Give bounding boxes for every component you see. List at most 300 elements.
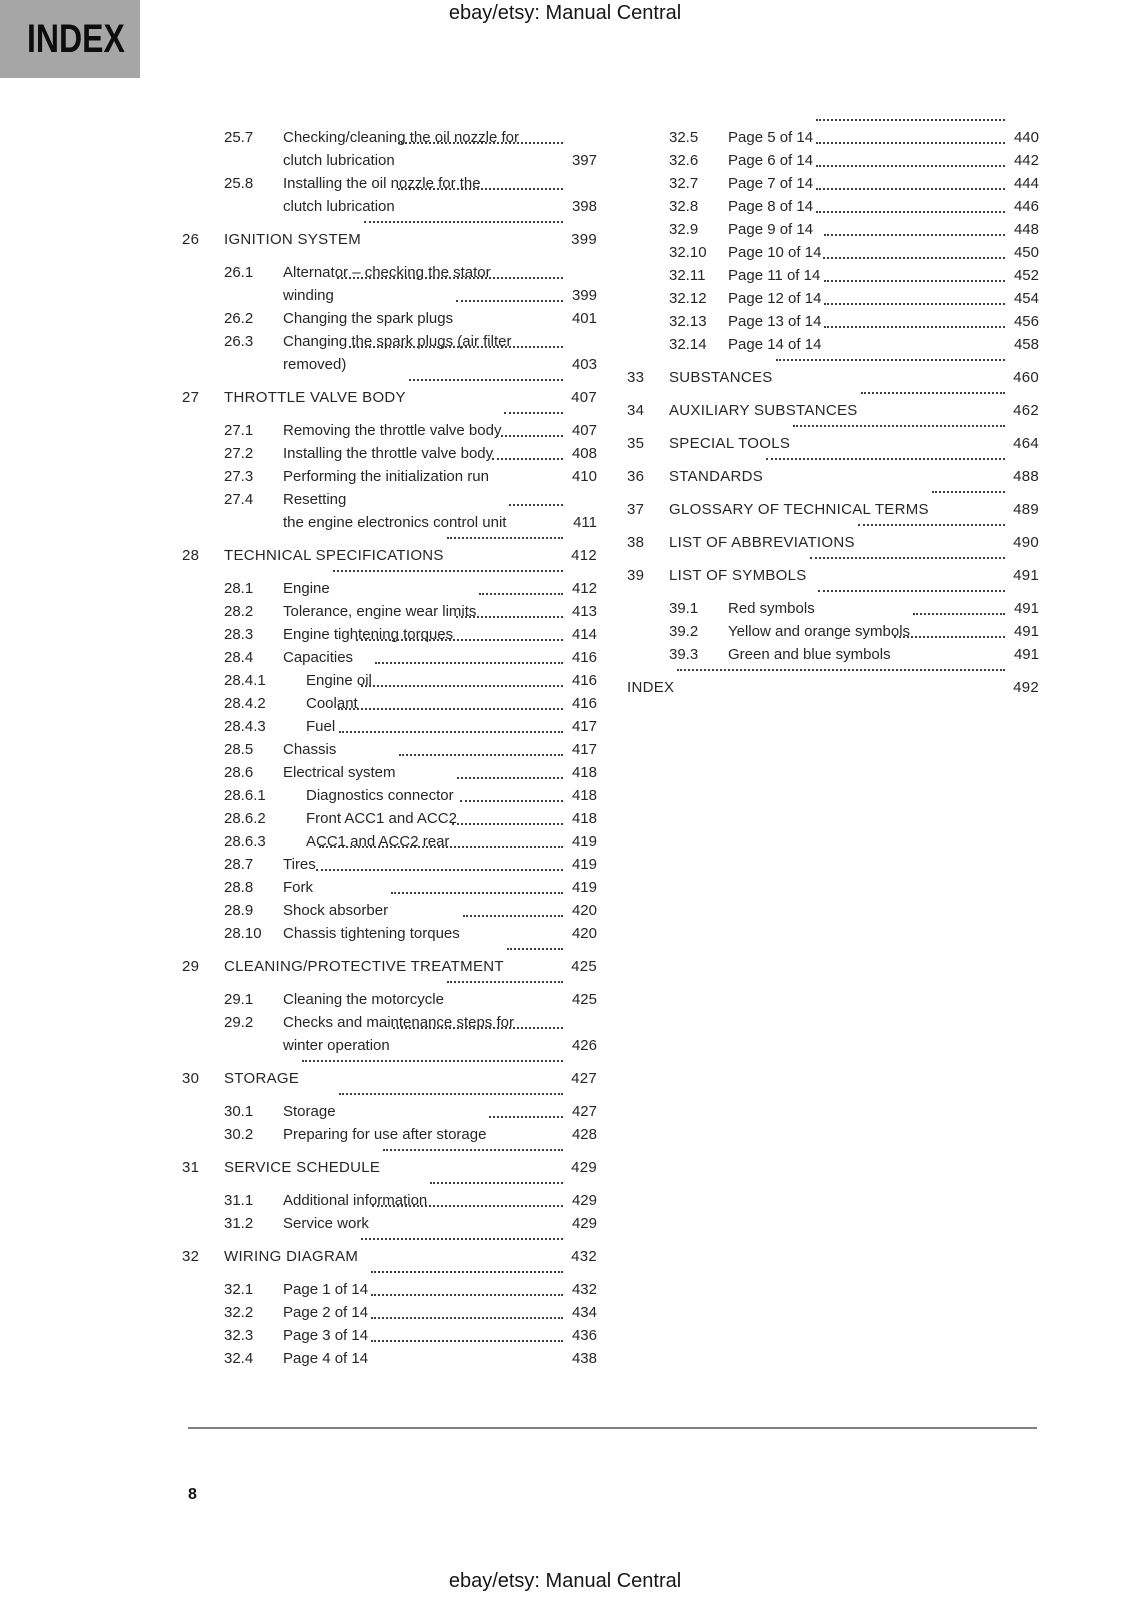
toc-entry-body xyxy=(669,399,1039,422)
toc-entry-number: 26.1 xyxy=(224,264,254,281)
toc-entry-body xyxy=(728,149,1039,172)
toc-entry-lastline xyxy=(306,692,597,715)
toc-entry xyxy=(182,1245,597,1268)
toc-entry-number: 32.5 xyxy=(669,129,699,146)
toc-entry-lastline xyxy=(283,1034,597,1057)
toc-entry-text: Performing the initialization run xyxy=(283,468,489,485)
toc-entry-lastline xyxy=(728,643,1039,666)
toc-entry xyxy=(627,241,1039,264)
page-number: 8 xyxy=(188,1486,197,1503)
toc-entry-page: 419 xyxy=(571,833,597,850)
toc-entry-text: Engine xyxy=(283,580,330,597)
toc-entry xyxy=(182,1100,597,1123)
toc-entry-text: Storage xyxy=(283,1103,336,1120)
toc-entry-lastline xyxy=(224,1156,597,1179)
toc-entry xyxy=(627,310,1039,333)
toc-entry xyxy=(627,498,1039,521)
toc-entry-text: Page 12 of 14 xyxy=(728,290,822,307)
toc-entry-lastline xyxy=(224,1245,597,1268)
footer-title: ebay/etsy: Manual Central xyxy=(448,1570,682,1592)
toc-entry xyxy=(182,807,597,830)
toc-entry-lastline xyxy=(224,955,597,978)
toc-entry-number: 39.1 xyxy=(669,600,699,617)
toc-entry-page: 428 xyxy=(571,1126,597,1143)
toc-entry-page: 427 xyxy=(571,1103,597,1120)
toc-entry-lastline xyxy=(627,676,1039,699)
toc-entry-text: CLEANING/PROTECTIVE TREATMENT xyxy=(224,958,504,975)
toc-entry-page: 416 xyxy=(571,695,597,712)
toc-entry-page: 420 xyxy=(571,902,597,919)
toc-entry-number: 28.1 xyxy=(224,580,254,597)
toc-entry-text: SERVICE SCHEDULE xyxy=(224,1159,381,1176)
toc-entry-page: 427 xyxy=(571,1070,597,1087)
toc-entry xyxy=(182,577,597,600)
toc-entry xyxy=(182,1324,597,1347)
toc-entry-lastline xyxy=(728,195,1039,218)
toc-entry-body xyxy=(283,600,597,623)
toc-entry-number: 27.4 xyxy=(224,491,254,508)
toc-entry-number: 32.1 xyxy=(224,1281,254,1298)
toc-entry-number: 32.4 xyxy=(224,1350,254,1367)
toc-entry-number: 32.12 xyxy=(669,290,707,307)
toc-entry xyxy=(182,1347,597,1370)
toc-entry xyxy=(627,195,1039,218)
toc-entry-number: 32.11 xyxy=(669,267,706,284)
toc-entry-page: 429 xyxy=(571,1192,597,1209)
toc-entry-page: 432 xyxy=(571,1281,597,1298)
toc-entry-text: clutch lubrication xyxy=(283,152,395,169)
toc-entry-body xyxy=(728,218,1039,241)
toc-entry xyxy=(182,544,597,567)
toc-entry-number: 27.3 xyxy=(224,468,254,485)
toc-entry-number: 32.10 xyxy=(669,244,707,261)
toc-entry-lastline xyxy=(728,126,1039,149)
toc-entry-text: Page 14 of 14 xyxy=(728,336,822,353)
toc-entry-page: 489 xyxy=(1013,501,1039,518)
toc-entry-body xyxy=(283,1011,597,1057)
toc-entry-text: Preparing for use after storage xyxy=(283,1126,487,1143)
toc-entry-body xyxy=(224,544,597,567)
toc-entry-number: 27.2 xyxy=(224,445,254,462)
toc-entry xyxy=(182,853,597,876)
toc-entry-text: Service work xyxy=(283,1215,369,1232)
toc-entry xyxy=(182,1189,597,1212)
toc-entry-lastline xyxy=(728,310,1039,333)
toc-entry-text: Page 13 of 14 xyxy=(728,313,822,330)
toc-entry-page: 488 xyxy=(1013,468,1039,485)
toc-entry-lastline xyxy=(224,228,597,251)
toc-entry-lastline xyxy=(283,646,597,669)
toc-entry-body xyxy=(283,577,597,600)
toc-entry xyxy=(627,126,1039,149)
toc-entry-lastline xyxy=(283,284,597,307)
toc-entry-body xyxy=(306,715,597,738)
toc-entry-body xyxy=(669,531,1039,554)
toc-entry-body xyxy=(669,465,1039,488)
toc-entry-body xyxy=(669,498,1039,521)
toc-entry-body xyxy=(669,564,1039,587)
toc-entry-body xyxy=(283,1278,597,1301)
toc-entry-number: 28.3 xyxy=(224,626,254,643)
toc-entry-lastline xyxy=(728,620,1039,643)
toc-entry-body xyxy=(627,676,1039,699)
toc-entry-lastline xyxy=(669,564,1039,587)
toc-entry xyxy=(182,761,597,784)
toc-entry xyxy=(627,264,1039,287)
toc-entry-text: LIST OF ABBREVIATIONS xyxy=(669,534,855,551)
toc-entry-number: 32 xyxy=(182,1248,200,1265)
toc-entry xyxy=(627,399,1039,422)
toc-entry xyxy=(182,738,597,761)
toc-entry-number: 31.1 xyxy=(224,1192,254,1209)
toc-entry-page: 491 xyxy=(1013,646,1039,663)
toc-entry-page: 429 xyxy=(571,1215,597,1232)
toc-entry-page: 412 xyxy=(571,547,597,564)
toc-entry-page: 411 xyxy=(573,514,597,531)
toc-entry-body xyxy=(669,366,1039,389)
toc-entry-page: 491 xyxy=(1013,600,1039,617)
toc-entry-number: 28.4.3 xyxy=(224,718,266,735)
toc-entry-body xyxy=(283,738,597,761)
toc-entry-body xyxy=(283,1324,597,1347)
toc-entry xyxy=(627,366,1039,389)
toc-entry-lastline xyxy=(283,149,597,172)
toc-entry-number: 28.6 xyxy=(224,764,254,781)
toc-entry-page: 492 xyxy=(1013,679,1039,696)
toc-entry xyxy=(627,465,1039,488)
toc-entry-text: Removing the throttle valve body xyxy=(283,422,502,439)
toc-entry xyxy=(182,876,597,899)
toc-entry xyxy=(627,676,1039,699)
toc-entry-number: 27 xyxy=(182,389,200,406)
toc-entry-body xyxy=(283,623,597,646)
toc-entry-page: 410 xyxy=(571,468,597,485)
toc-entry-lastline xyxy=(728,597,1039,620)
toc-entry-body xyxy=(728,333,1039,356)
toc-entry-page: 426 xyxy=(571,1037,597,1054)
toc-entry-page: 434 xyxy=(571,1304,597,1321)
toc-entry xyxy=(182,646,597,669)
toc-entry-text: Page 10 of 14 xyxy=(728,244,822,261)
toc-entry-body xyxy=(224,1245,597,1268)
toc-entry-lastline xyxy=(283,922,597,945)
toc-entry-number: 28.4.1 xyxy=(224,672,266,689)
toc-entry-number: 25.8 xyxy=(224,175,254,192)
toc-entry xyxy=(627,643,1039,666)
toc-entry-text: ACC1 and ACC2 rear xyxy=(306,833,450,850)
toc-entry-number: 27.1 xyxy=(224,422,254,439)
toc-entry-lastline xyxy=(306,715,597,738)
toc-entry xyxy=(182,669,597,692)
toc-entry-page: 458 xyxy=(1013,336,1039,353)
toc-entry-body xyxy=(283,307,597,330)
toc-entry-body xyxy=(283,646,597,669)
toc-entry-page: 438 xyxy=(571,1350,597,1367)
toc-entry-body xyxy=(283,172,597,218)
toc-entry-lastline xyxy=(283,577,597,600)
toc-entry-page: 491 xyxy=(1013,567,1039,584)
toc-entry-body xyxy=(224,955,597,978)
toc-entry xyxy=(182,899,597,922)
toc-entry-body xyxy=(306,830,597,853)
toc-entry xyxy=(627,597,1039,620)
toc-entry-text: Page 11 of 14 xyxy=(728,267,821,284)
toc xyxy=(182,126,1039,1370)
toc-entry-text: Diagnostics connector xyxy=(306,787,454,804)
toc-entry-number: 28.10 xyxy=(224,925,262,942)
toc-entry-page: 460 xyxy=(1013,369,1039,386)
toc-entry-body xyxy=(283,1123,597,1146)
toc-entry-number: 35 xyxy=(627,435,645,452)
index-tab-label: INDEX xyxy=(27,17,125,61)
toc-entry-lastline xyxy=(669,531,1039,554)
toc-entry-body xyxy=(224,1067,597,1090)
toc-entry-lastline xyxy=(283,1123,597,1146)
toc-entry-text: Checking/cleaning the oil nozzle for xyxy=(283,129,519,146)
toc-entry-body xyxy=(283,488,597,534)
toc-entry-text: TECHNICAL SPECIFICATIONS xyxy=(224,547,444,564)
toc-entry-lastline xyxy=(283,442,597,465)
toc-entry-page: 398 xyxy=(571,198,597,215)
toc-entry-text: Page 5 of 14 xyxy=(728,129,814,146)
toc-entry-body xyxy=(283,1301,597,1324)
toc-entry-lastline xyxy=(283,1212,597,1235)
toc-entry-page: 401 xyxy=(571,310,597,327)
toc-entry-page: 407 xyxy=(571,422,597,439)
toc-entry-text: Page 6 of 14 xyxy=(728,152,814,169)
toc-entry-lastline xyxy=(669,498,1039,521)
toc-entry-number: 28.6.1 xyxy=(224,787,266,804)
toc-entry-body xyxy=(728,195,1039,218)
toc-entry-page: 491 xyxy=(1013,623,1039,640)
toc-entry-number: 32.8 xyxy=(669,198,699,215)
toc-entry-page: 432 xyxy=(571,1248,597,1265)
toc-entry-text: Page 7 of 14 xyxy=(728,175,814,192)
toc-entry-lastline xyxy=(283,1189,597,1212)
toc-entry xyxy=(182,1156,597,1179)
toc-entry-text: SPECIAL TOOLS xyxy=(669,435,791,452)
toc-entry-number: 32.9 xyxy=(669,221,699,238)
toc-entry-number: 36 xyxy=(627,468,645,485)
toc-entry xyxy=(182,228,597,251)
toc-entry-page: 418 xyxy=(571,764,597,781)
toc-entry-number: 28.4 xyxy=(224,649,254,666)
toc-entry-text: STORAGE xyxy=(224,1070,300,1087)
toc-entry-number: 28 xyxy=(182,547,200,564)
toc-entry-page: 452 xyxy=(1013,267,1039,284)
toc-entry xyxy=(182,488,597,534)
toc-entry-lastline xyxy=(283,600,597,623)
toc-entry-page: 399 xyxy=(571,231,597,248)
toc-entry-text: Installing the oil nozzle for the xyxy=(283,175,481,192)
toc-entry xyxy=(627,432,1039,455)
toc-entry-body xyxy=(728,287,1039,310)
toc-entry-lastline xyxy=(669,366,1039,389)
toc-entry-number: 39.2 xyxy=(669,623,699,640)
toc-entry-number: 33 xyxy=(627,369,645,386)
toc-entry-body xyxy=(306,807,597,830)
toc-entry-text: Alternator – checking the stator xyxy=(283,264,491,281)
toc-entry xyxy=(182,419,597,442)
toc-entry-lastline xyxy=(728,287,1039,310)
toc-entry-lastline xyxy=(669,465,1039,488)
toc-entry-number: 32.6 xyxy=(669,152,699,169)
toc-entry xyxy=(182,715,597,738)
toc-entry-number: 26 xyxy=(182,231,200,248)
toc-entry xyxy=(182,1011,597,1057)
toc-entry-page: 454 xyxy=(1013,290,1039,307)
toc-entry-number: 38 xyxy=(627,534,645,551)
toc-entry-text: Chassis tightening torques xyxy=(283,925,460,942)
toc-entry xyxy=(627,531,1039,554)
toc-entry-body xyxy=(728,264,1039,287)
toc-entry-page: 418 xyxy=(571,787,597,804)
toc-entry xyxy=(182,307,597,330)
toc-entry-text: Electrical system xyxy=(283,764,396,781)
toc-entry xyxy=(627,620,1039,643)
toc-entry-text: Page 8 of 14 xyxy=(728,198,814,215)
toc-entry-lastline xyxy=(283,623,597,646)
toc-entry-text: Fuel xyxy=(306,718,336,735)
toc-entry-number: 32.3 xyxy=(224,1327,254,1344)
toc-entry-number: 29.2 xyxy=(224,1014,254,1031)
toc-entry-page: 450 xyxy=(1013,244,1039,261)
toc-entry xyxy=(627,172,1039,195)
toc-entry-number: 32.13 xyxy=(669,313,707,330)
toc-entry-lastline xyxy=(728,241,1039,264)
toc-entry-lastline xyxy=(283,1301,597,1324)
toc-entry xyxy=(627,287,1039,310)
toc-entry-body xyxy=(728,241,1039,264)
toc-entry xyxy=(627,564,1039,587)
toc-entry-body xyxy=(283,1347,597,1370)
toc-entry-text: Engine tightening torques xyxy=(283,626,454,643)
toc-entry-text: STANDARDS xyxy=(669,468,764,485)
toc-entry-body xyxy=(669,432,1039,455)
toc-entry-number: 30 xyxy=(182,1070,200,1087)
toc-entry-page: 448 xyxy=(1013,221,1039,238)
toc-entry-lastline xyxy=(283,1347,597,1370)
toc-entry-lastline xyxy=(306,784,597,807)
toc-entry-text: Checks and maintenance steps for xyxy=(283,1014,514,1031)
toc-entry xyxy=(182,922,597,945)
toc-entry-number: 29.1 xyxy=(224,991,254,1008)
toc-entry-page: 419 xyxy=(571,856,597,873)
toc-entry-body xyxy=(283,419,597,442)
toc-entry-text: the engine electronics control unit xyxy=(283,514,507,531)
toc-entry-number: 28.9 xyxy=(224,902,254,919)
toc-entry-body xyxy=(283,1189,597,1212)
toc-entry-text: Page 2 of 14 xyxy=(283,1304,369,1321)
toc-entry-lastline xyxy=(306,830,597,853)
toc-entry-lastline xyxy=(283,988,597,1011)
toc-entry-number: 26.3 xyxy=(224,333,254,350)
toc-entry-page: 416 xyxy=(571,649,597,666)
toc-entry-number: 39.3 xyxy=(669,646,699,663)
toc-entry-page: 403 xyxy=(571,356,597,373)
toc-entry-body xyxy=(728,643,1039,666)
toc-entry xyxy=(627,149,1039,172)
toc-entry-lastline xyxy=(283,419,597,442)
toc-entry-body xyxy=(728,597,1039,620)
toc-entry-lastline xyxy=(728,149,1039,172)
toc-entry xyxy=(182,600,597,623)
toc-entry xyxy=(182,692,597,715)
toc-entry xyxy=(182,1278,597,1301)
toc-entry-number: 30.2 xyxy=(224,1126,254,1143)
toc-entry-page: 490 xyxy=(1013,534,1039,551)
toc-entry-text: Capacities xyxy=(283,649,354,666)
toc-entry-text: Changing the spark plugs xyxy=(283,310,454,327)
toc-entry-text: Shock absorber xyxy=(283,902,389,919)
toc-entry-body xyxy=(306,692,597,715)
toc-entry-lastline xyxy=(283,876,597,899)
toc-entry-number: 28.2 xyxy=(224,603,254,620)
toc-entry-text: Resetting xyxy=(283,491,347,508)
toc-entry-lastline xyxy=(669,399,1039,422)
toc-entry xyxy=(182,1301,597,1324)
toc-entry-lastline xyxy=(669,432,1039,455)
toc-entry-text: Fork xyxy=(283,879,313,896)
toc-entry-body xyxy=(224,1156,597,1179)
toc-entry-body xyxy=(283,465,597,488)
toc-entry-text: GLOSSARY OF TECHNICAL TERMS xyxy=(669,501,929,518)
toc-entry-page: 446 xyxy=(1013,198,1039,215)
toc-entry-page: 442 xyxy=(1013,152,1039,169)
toc-entry-text: THROTTLE VALVE BODY xyxy=(224,389,406,406)
toc-entry-text: Chassis xyxy=(283,741,337,758)
toc-entry-text: Page 1 of 14 xyxy=(283,1281,369,1298)
toc-entry-text: Tires xyxy=(283,856,316,873)
toc-entry-number: 31 xyxy=(182,1159,200,1176)
toc-entry-body xyxy=(728,172,1039,195)
toc-entry xyxy=(182,172,597,218)
toc-entry-page: 436 xyxy=(571,1327,597,1344)
toc-entry-number: 39 xyxy=(627,567,645,584)
toc-entry-body xyxy=(224,228,597,251)
toc-entry-text: AUXILIARY SUBSTANCES xyxy=(669,402,858,419)
toc-entry-text: Tolerance, engine wear limits xyxy=(283,603,477,620)
toc-entry-lastline xyxy=(224,544,597,567)
toc-column-left xyxy=(182,126,597,1370)
toc-entry-lastline xyxy=(224,386,597,409)
toc-entry xyxy=(182,1212,597,1235)
toc-entry-page: 429 xyxy=(571,1159,597,1176)
toc-entry-lastline xyxy=(728,264,1039,287)
toc-entry xyxy=(182,988,597,1011)
toc-entry-page: 417 xyxy=(571,718,597,735)
toc-entry xyxy=(182,465,597,488)
toc-entry-lastline xyxy=(283,1278,597,1301)
toc-entry-page: 462 xyxy=(1013,402,1039,419)
toc-entry xyxy=(182,330,597,376)
toc-entry-number: 30.1 xyxy=(224,1103,254,1120)
toc-entry-body xyxy=(306,784,597,807)
toc-entry-body xyxy=(283,899,597,922)
toc-entry-number: 32.14 xyxy=(669,336,707,353)
toc-entry-page: 412 xyxy=(571,580,597,597)
toc-entry-lastline xyxy=(283,853,597,876)
toc-entry xyxy=(627,333,1039,356)
toc-entry-body xyxy=(283,876,597,899)
toc-entry-number: 28.6.2 xyxy=(224,810,266,827)
toc-entry-page: 456 xyxy=(1013,313,1039,330)
toc-entry-page: 417 xyxy=(571,741,597,758)
toc-entry-number: 34 xyxy=(627,402,645,419)
toc-entry-body xyxy=(283,988,597,1011)
toc-entry-body xyxy=(283,126,597,172)
toc-entry-text: Green and blue symbols xyxy=(728,646,891,663)
